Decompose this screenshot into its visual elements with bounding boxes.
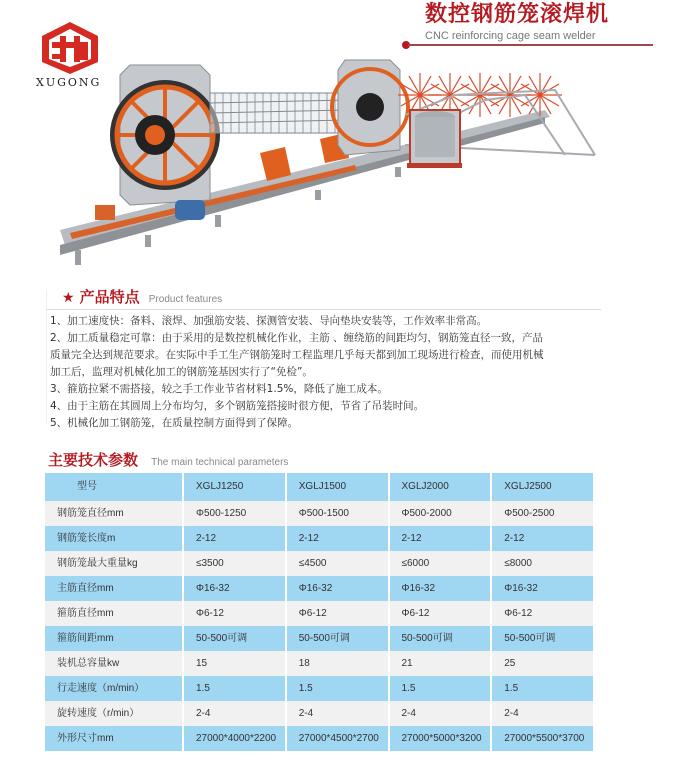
feature-line: 加工后，监理对机械化加工的钢筋笼基因实行了“免检”。 [50,366,313,378]
features-heading [62,288,222,306]
row-label-cell: 钢筋笼最大重量kg [45,551,183,576]
table-row [45,726,594,751]
value-cell: 2-12 [389,526,492,551]
value-cell: 2-12 [286,526,389,551]
value-cell: Φ16-32 [491,576,594,601]
value-cell: Φ500-2500 [491,501,594,526]
table-row [45,576,594,601]
features-divider [46,309,601,310]
row-label-cell: 钢筋笼长度m [45,526,183,551]
value-cell: ≤6000 [389,551,492,576]
title-underline [408,44,653,46]
value-cell: 2-12 [491,526,594,551]
value-cell: 2-4 [389,701,492,726]
feature-line: 质量完全达到规范要求。在实际中手工生产钢筋笼时工程监理几乎每天都到加工现场进行检查，而使用机械 [50,349,544,361]
value-cell: 27000*5500*3700 [491,726,594,751]
value-cell: 2-12 [183,526,286,551]
specs-table [45,473,595,751]
page-title: 数控钢筋笼滚焊机 [425,2,610,27]
value-cell: 15 [183,651,286,676]
row-label-cell: 装机总容量kw [45,651,183,676]
features-title-en: Product features [148,294,223,305]
value-cell: XGLJ1500 [286,473,389,501]
row-label-cell: 主筋直径mm [45,576,183,601]
value-cell: Φ6-12 [389,601,492,626]
value-cell: Φ16-32 [286,576,389,601]
value-cell: ≤3500 [183,551,286,576]
value-cell: 2-4 [286,701,389,726]
value-cell: 18 [286,651,389,676]
page-subtitle: CNC reinforcing cage seam welder [425,30,596,42]
specs-title-en: The main technical parameters [151,457,289,468]
value-cell: Φ6-12 [286,601,389,626]
value-cell: 50-500可调 [491,626,594,651]
table-row [45,526,594,551]
value-cell: Φ16-32 [389,576,492,601]
value-cell: Φ6-12 [183,601,286,626]
value-cell: Φ6-12 [491,601,594,626]
value-cell: ≤4500 [286,551,389,576]
value-cell: XGLJ2000 [389,473,492,501]
table-row [45,651,594,676]
value-cell: 27000*5000*3200 [389,726,492,751]
star-icon: ★ [62,290,75,306]
feature-line: 5、机械化加工钢筋笼，在质量控制方面得到了保障。 [50,417,299,429]
value-cell: 25 [491,651,594,676]
value-cell: 50-500可调 [389,626,492,651]
value-cell: 27000*4000*2200 [183,726,286,751]
value-cell: 1.5 [286,676,389,701]
value-cell: 1.5 [389,676,492,701]
row-label-cell: 行走速度（m/min） [45,676,183,701]
row-label-cell: 箍筋直径mm [45,601,183,626]
value-cell: ≤8000 [491,551,594,576]
table-row [45,551,594,576]
value-cell: XGLJ2500 [491,473,594,501]
row-label-cell: 外形尺寸mm [45,726,183,751]
row-label-cell: 旋转速度（r/min） [45,701,183,726]
feature-line: 2、加工质量稳定可靠：由于采用的是数控机械化作业，主筋 、缠绕筋的间距均匀，钢筋笼直径一致，产品 [50,332,544,344]
value-cell: Φ500-1250 [183,501,286,526]
table-row [45,676,594,701]
row-label-cell: 箍筋间距mm [45,626,183,651]
logo-text: XUGONG [36,76,102,89]
value-cell: XGLJ1250 [183,473,286,501]
value-cell: Φ500-2000 [389,501,492,526]
value-cell: 50-500可调 [286,626,389,651]
feature-line: 1、加工速度快：备料、滚焊、加强筋安装、探测管安装、导向垫块安装等，工作效率非常高。 [50,315,488,327]
value-cell: 2-4 [491,701,594,726]
value-cell: Φ500-1500 [286,501,389,526]
feature-line: 3、箍筋拉紧不需搭接，较之手工作业节省材料1.5%，降低了施工成本。 [50,383,388,395]
table-row [45,601,594,626]
row-label-cell: 钢筋笼直径mm [45,501,183,526]
machine-illustration [55,55,615,270]
value-cell: 2-4 [183,701,286,726]
value-cell: 50-500可调 [183,626,286,651]
features-list [50,313,610,432]
table-row [45,501,594,526]
value-cell: Φ16-32 [183,576,286,601]
table-row [45,626,594,651]
specs-title: 主要技术参数 [48,451,139,469]
value-cell: 1.5 [491,676,594,701]
specs-heading [48,451,288,469]
value-cell: 21 [389,651,492,676]
row-label-cell: 型号 [45,473,183,501]
value-cell: 1.5 [183,676,286,701]
table-header-row [45,473,594,501]
table-row [45,701,594,726]
value-cell: 27000*4500*2700 [286,726,389,751]
feature-line: 4、由于主筋在其圆周上分布均匀，多个钢筋笼搭接时很方便，节省了吊装时间。 [50,400,425,412]
features-title: 产品特点 [79,288,140,306]
